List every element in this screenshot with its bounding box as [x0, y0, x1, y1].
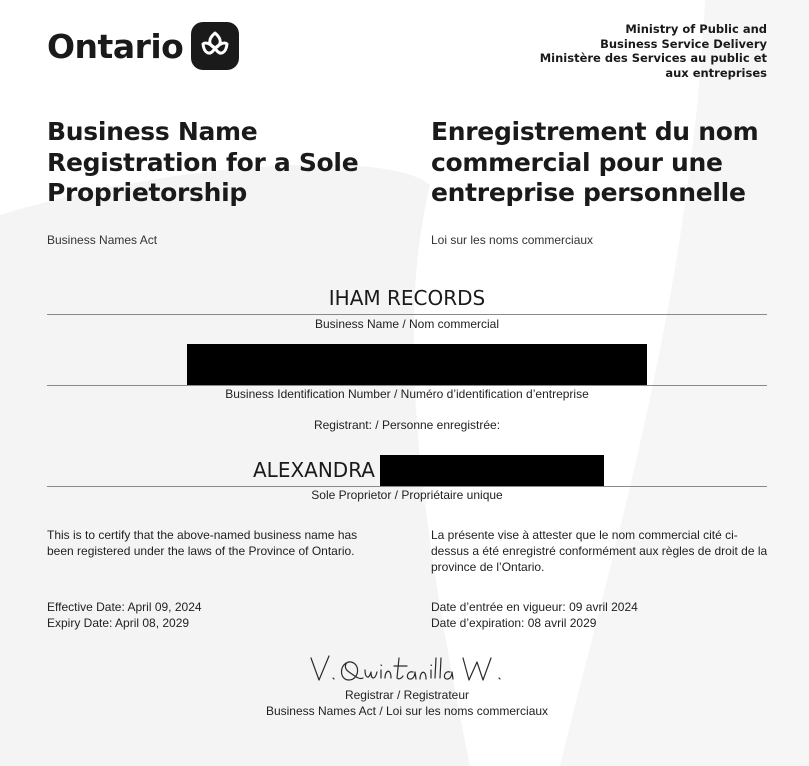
trillium-icon — [191, 22, 239, 70]
dates-french — [431, 599, 638, 631]
act-french: Loi sur les noms commerciaux — [431, 233, 594, 247]
business-name-value: IHAM RECORDS — [328, 286, 486, 310]
act-english: Business Names Act — [47, 233, 158, 247]
title-english: Business Name Registration for a Sole Proprietorship — [47, 117, 359, 207]
certify-english: This is to certify that the above-named business name has been registered under the laws of the Province of Ontario. — [47, 528, 358, 558]
registrant-heading: Registrant: / Personne enregistrée: — [313, 418, 501, 432]
bin-redaction — [187, 344, 647, 385]
ministry-name — [540, 22, 767, 80]
ministry-line: aux entreprises — [665, 65, 767, 80]
logo-wordmark: Ontario — [47, 26, 184, 66]
business-name-label: Business Name / Nom commercial — [314, 317, 500, 331]
registrant-first-name: ALEXANDRA — [253, 458, 375, 482]
dates-english — [47, 599, 202, 631]
ontario-logo — [47, 22, 239, 70]
bin-rule — [47, 385, 767, 386]
business-name-rule — [47, 314, 767, 315]
footer-act: Business Names Act / Loi sur les noms commerciaux — [265, 704, 549, 718]
ministry-line: Ministère des Services au public et — [539, 51, 767, 65]
certify-french: La présente vise à attester que le nom commercial cité ci-dessus a été enregistré conformément aux règles de droit de la province de l’Ontario. — [431, 528, 768, 574]
title-french: Enregistrement du nom commercial pour une entreprise personnelle — [431, 117, 759, 207]
effective-date-french: Date d’entrée en vigueur: 09 avril 2024 — [431, 600, 638, 614]
registrar-signature — [305, 650, 510, 690]
ministry-line: Ministry of Public and — [625, 22, 767, 36]
expiry-date-english: Expiry Date: April 08, 2029 — [47, 616, 190, 630]
registrant-role-label: Sole Proprietor / Propriétaire unique — [311, 488, 503, 502]
effective-date-english: Effective Date: April 09, 2024 — [47, 600, 202, 614]
ministry-line: Business Service Delivery — [600, 36, 767, 51]
registrant-surname-redaction — [380, 455, 604, 486]
registrant-rule — [47, 486, 767, 487]
registrar-title: Registrar / Registrateur — [344, 688, 470, 702]
expiry-date-french: Date d’expiration: 08 avril 2029 — [431, 616, 597, 630]
bin-label: Business Identification Number / Numéro d’identification d’entreprise — [225, 387, 589, 401]
